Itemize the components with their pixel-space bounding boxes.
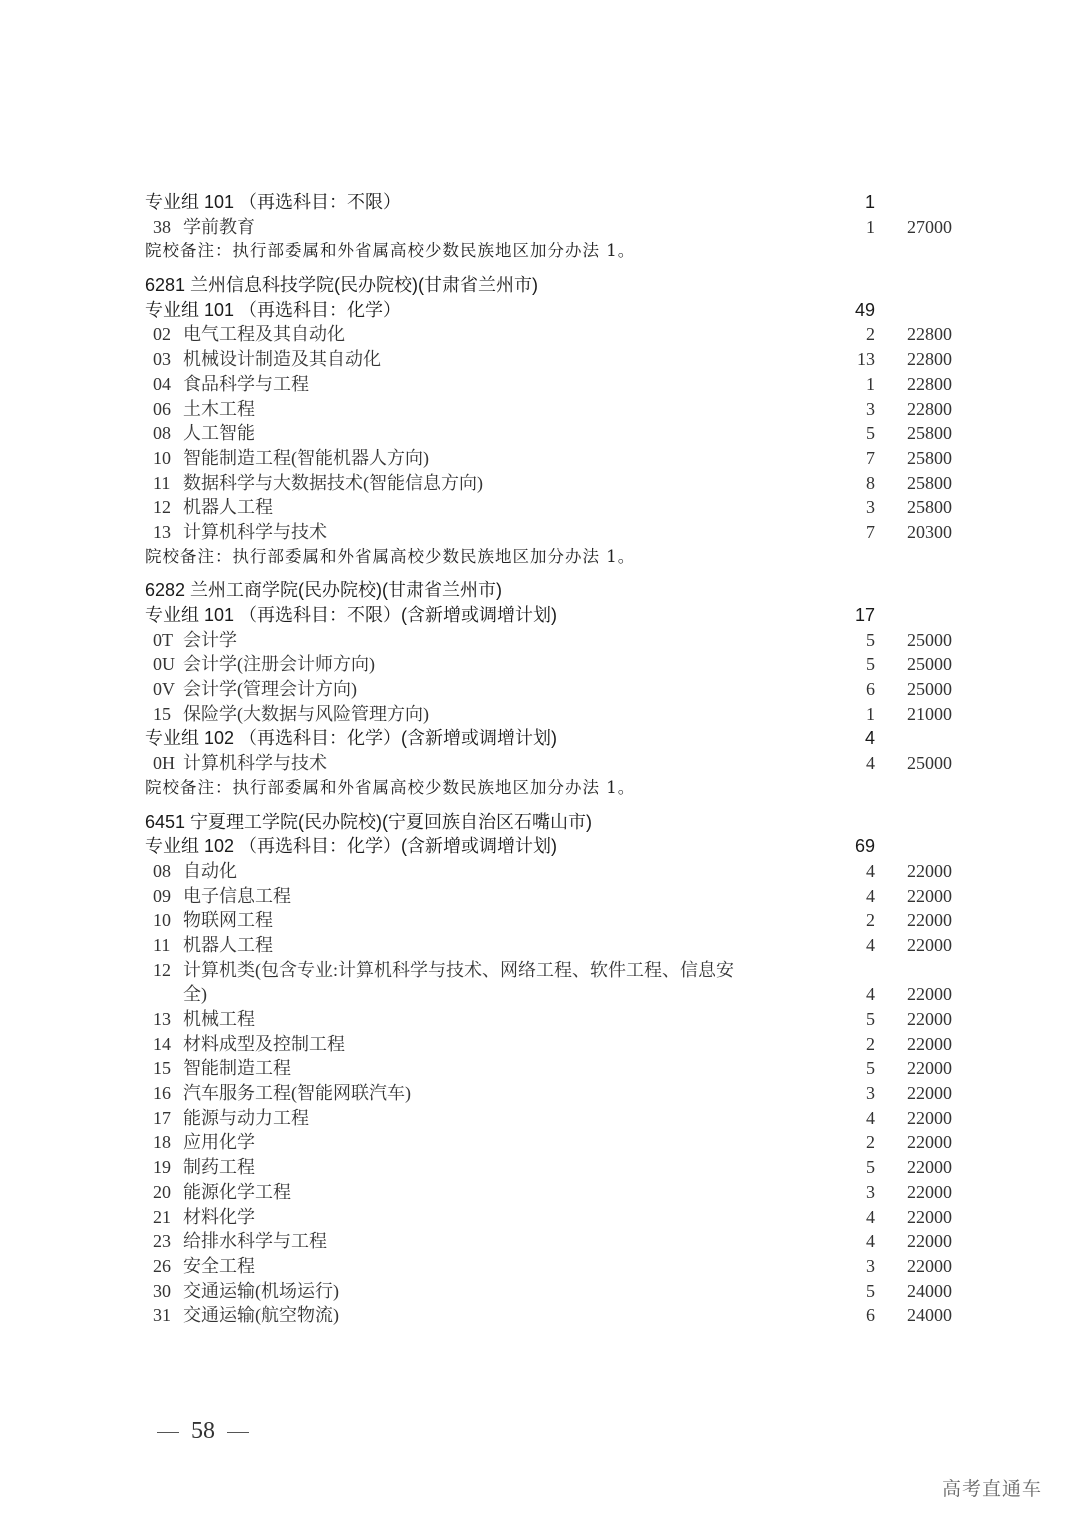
major-fee: 25000 xyxy=(907,753,952,774)
major-code: 0U xyxy=(153,654,175,675)
major-name: 电子信息工程 xyxy=(183,885,291,906)
major-row xyxy=(145,446,1005,471)
major-row xyxy=(145,372,1005,397)
major-fee: 25800 xyxy=(907,423,952,444)
major-name: 土木工程 xyxy=(183,398,255,419)
major-code: 20 xyxy=(153,1181,171,1202)
major-name-continuation: 全) xyxy=(183,984,207,1005)
major-fee: 22000 xyxy=(907,885,952,906)
major-code: 09 xyxy=(153,885,171,906)
major-name: 计算机类(包含专业:计算机科学与技术、网络工程、软件工程、信息安 xyxy=(183,959,734,980)
major-name: 制药工程 xyxy=(183,1157,255,1178)
major-name: 应用化学 xyxy=(183,1132,255,1153)
continuation-block xyxy=(145,190,1005,264)
major-count: 7 xyxy=(866,447,875,468)
major-row xyxy=(145,1155,1005,1180)
major-count: 3 xyxy=(866,1083,875,1104)
major-fee: 25000 xyxy=(907,629,952,650)
major-fee: 22000 xyxy=(907,1231,952,1252)
major-row xyxy=(145,884,1005,909)
dash-right xyxy=(227,1432,249,1433)
school-block-6451 xyxy=(145,810,1005,1328)
major-code: 15 xyxy=(153,703,171,724)
major-count: 4 xyxy=(866,1107,875,1128)
major-code: 03 xyxy=(153,349,171,370)
major-row xyxy=(145,1032,1005,1057)
major-group-header xyxy=(145,603,1005,628)
major-code: 10 xyxy=(153,447,171,468)
major-fee: 22000 xyxy=(907,1255,952,1276)
major-code: 02 xyxy=(153,324,171,345)
major-code: 11 xyxy=(153,934,171,955)
major-fee: 22000 xyxy=(907,1083,952,1104)
group-label: 专业组 101 （再选科目：不限）(含新增或调增计划) xyxy=(145,605,558,625)
major-fee: 22800 xyxy=(907,349,952,370)
major-count: 4 xyxy=(866,1231,875,1252)
major-fee: 22800 xyxy=(907,324,952,345)
major-fee: 22000 xyxy=(907,984,952,1005)
major-name: 食品科学与工程 xyxy=(183,373,309,394)
school-block-6282 xyxy=(145,578,1005,800)
major-code: 12 xyxy=(153,959,171,980)
major-count: 1 xyxy=(866,703,875,724)
major-row xyxy=(145,495,1005,520)
major-code: 23 xyxy=(153,1231,171,1252)
major-row xyxy=(145,859,1005,884)
major-count: 3 xyxy=(866,1255,875,1276)
school-note: 院校备注：执行部委属和外省属高校少数民族地区加分办法 1。 xyxy=(145,241,636,261)
major-count: 2 xyxy=(866,1132,875,1153)
major-row-continuation xyxy=(145,982,1005,1007)
major-group-header xyxy=(145,726,1005,751)
major-fee: 22000 xyxy=(907,1009,952,1029)
major-fee: 22000 xyxy=(907,1033,952,1054)
major-row xyxy=(145,1303,1005,1328)
school-header: 6282 兰州工商学院(民办院校)(甘肃省兰州市) xyxy=(145,580,503,601)
group-count: 17 xyxy=(854,605,875,625)
major-fee: 22800 xyxy=(907,398,952,419)
major-code: 08 xyxy=(153,423,171,444)
major-row xyxy=(145,1254,1005,1279)
school-note: 院校备注：执行部委属和外省属高校少数民族地区加分办法 1。 xyxy=(145,546,636,566)
major-fee: 22800 xyxy=(907,373,952,394)
major-count: 5 xyxy=(866,654,875,675)
major-name: 交通运输(航空物流) xyxy=(183,1305,339,1326)
major-count: 5 xyxy=(866,423,875,444)
major-count: 3 xyxy=(866,398,875,419)
major-count: 4 xyxy=(866,753,875,774)
major-count: 4 xyxy=(866,934,875,955)
major-row xyxy=(145,1130,1005,1155)
school-header: 6451 宁夏理工学院(民办院校)(宁夏回族自治区石嘴山市) xyxy=(145,811,593,832)
major-code: 17 xyxy=(153,1107,171,1128)
major-fee: 21000 xyxy=(907,703,952,724)
major-fee: 22000 xyxy=(907,1157,952,1178)
group-count: 49 xyxy=(854,299,875,320)
major-row xyxy=(145,1229,1005,1254)
major-count: 5 xyxy=(866,629,875,650)
major-code: 0V xyxy=(153,679,175,700)
major-name: 电气工程及其自动化 xyxy=(183,324,345,345)
major-fee: 24000 xyxy=(907,1280,952,1301)
major-count: 4 xyxy=(866,885,875,906)
major-code: 12 xyxy=(153,497,171,518)
major-code: 10 xyxy=(153,910,171,931)
major-fee: 22000 xyxy=(907,1058,952,1079)
major-code: 16 xyxy=(153,1083,171,1104)
major-row xyxy=(145,215,1005,240)
major-fee: 22000 xyxy=(907,860,952,881)
major-code: 21 xyxy=(153,1206,171,1227)
major-row xyxy=(145,1081,1005,1106)
major-name: 物联网工程 xyxy=(183,910,273,931)
major-row xyxy=(145,1205,1005,1230)
major-row xyxy=(145,933,1005,958)
major-name: 会计学(注册会计师方向) xyxy=(183,654,375,675)
major-name: 计算机科学与技术 xyxy=(183,753,327,774)
major-fee: 22000 xyxy=(907,1181,952,1202)
major-name: 智能制造工程 xyxy=(183,1058,291,1079)
major-name: 智能制造工程(智能机器人方向) xyxy=(183,447,429,468)
major-row-wrapped xyxy=(145,958,1005,983)
major-row xyxy=(145,520,1005,545)
major-name: 交通运输(机场运行) xyxy=(183,1280,339,1301)
major-fee: 22000 xyxy=(907,910,952,931)
major-count: 1 xyxy=(866,373,875,394)
major-name: 安全工程 xyxy=(183,1255,255,1276)
school-block-6281 xyxy=(145,273,1005,569)
major-fee: 27000 xyxy=(907,216,952,237)
major-name: 保险学(大数据与风险管理方向) xyxy=(183,703,429,724)
major-row xyxy=(145,322,1005,347)
group-label: 专业组 101 （再选科目：化学） xyxy=(145,299,402,320)
major-name: 自动化 xyxy=(183,860,237,881)
major-fee: 22000 xyxy=(907,1132,952,1153)
major-row xyxy=(145,702,1005,727)
major-count: 2 xyxy=(866,910,875,931)
major-count: 13 xyxy=(857,349,875,370)
major-fee: 22000 xyxy=(907,1107,952,1128)
major-code: 0H xyxy=(153,753,175,774)
group-count: 1 xyxy=(864,192,875,212)
group-label: 专业组 101 （再选科目：不限） xyxy=(145,192,402,212)
major-name: 机械工程 xyxy=(183,1009,255,1029)
major-fee: 22000 xyxy=(907,934,952,955)
page-number xyxy=(145,1418,261,1445)
major-row xyxy=(145,751,1005,776)
major-fee: 25800 xyxy=(907,497,952,518)
group-label: 专业组 102 （再选科目：化学）(含新增或调增计划) xyxy=(145,836,558,857)
group-count: 4 xyxy=(864,728,875,749)
major-row xyxy=(145,628,1005,653)
major-name: 计算机科学与技术 xyxy=(183,521,327,542)
major-name: 人工智能 xyxy=(183,423,255,444)
major-count: 5 xyxy=(866,1058,875,1079)
major-group-header xyxy=(145,298,1005,323)
major-code: 0T xyxy=(153,629,173,650)
major-fee: 25000 xyxy=(907,679,952,700)
major-name: 能源化学工程 xyxy=(183,1181,291,1202)
page-number-text: 58 xyxy=(191,1418,215,1444)
major-row xyxy=(145,1007,1005,1032)
major-count: 7 xyxy=(866,521,875,542)
major-name: 机械设计制造及其自动化 xyxy=(183,349,381,370)
dash-left xyxy=(157,1432,179,1433)
major-code: 26 xyxy=(153,1255,171,1276)
major-name: 会计学(管理会计方向) xyxy=(183,679,357,700)
major-fee: 25800 xyxy=(907,472,952,493)
major-count: 1 xyxy=(866,216,875,237)
major-fee: 25800 xyxy=(907,447,952,468)
major-count: 6 xyxy=(866,1305,875,1326)
major-code: 13 xyxy=(153,521,171,542)
major-name: 能源与动力工程 xyxy=(183,1107,309,1128)
major-count: 8 xyxy=(866,472,875,493)
major-count: 6 xyxy=(866,679,875,700)
major-code: 13 xyxy=(153,1009,171,1029)
major-row xyxy=(145,1279,1005,1304)
major-name: 机器人工程 xyxy=(183,497,273,518)
major-name: 数据科学与大数据技术(智能信息方向) xyxy=(183,472,483,493)
major-row xyxy=(145,421,1005,446)
major-code: 11 xyxy=(153,472,171,493)
major-count: 4 xyxy=(866,860,875,881)
major-name: 学前教育 xyxy=(183,216,255,237)
major-code: 38 xyxy=(153,216,171,237)
major-row xyxy=(145,1180,1005,1205)
admission-plan-table xyxy=(145,190,1005,1328)
major-group-header xyxy=(145,190,1005,215)
major-row xyxy=(145,397,1005,422)
major-row xyxy=(145,1056,1005,1081)
major-row xyxy=(145,1106,1005,1131)
major-code: 04 xyxy=(153,373,171,394)
major-name: 机器人工程 xyxy=(183,934,273,955)
major-count: 4 xyxy=(866,984,875,1005)
major-row xyxy=(145,347,1005,372)
major-count: 3 xyxy=(866,1181,875,1202)
major-code: 31 xyxy=(153,1305,171,1326)
major-row xyxy=(145,652,1005,677)
major-code: 06 xyxy=(153,398,171,419)
major-fee: 20300 xyxy=(907,521,952,542)
major-count: 2 xyxy=(866,324,875,345)
major-count: 2 xyxy=(866,1033,875,1054)
major-row xyxy=(145,471,1005,496)
watermark: 高考直通车 xyxy=(942,1478,1043,1500)
school-header: 6281 兰州信息科技学院(民办院校)(甘肃省兰州市) xyxy=(145,275,539,296)
major-fee: 24000 xyxy=(907,1305,952,1326)
group-count: 69 xyxy=(854,836,875,857)
major-fee: 25000 xyxy=(907,654,952,675)
major-code: 30 xyxy=(153,1280,171,1301)
major-code: 18 xyxy=(153,1132,171,1153)
group-label: 专业组 102 （再选科目：化学）(含新增或调增计划) xyxy=(145,728,558,749)
major-code: 08 xyxy=(153,860,171,881)
major-code: 19 xyxy=(153,1157,171,1178)
major-fee: 22000 xyxy=(907,1206,952,1227)
major-name: 汽车服务工程(智能网联汽车) xyxy=(183,1083,411,1104)
major-group-header xyxy=(145,834,1005,859)
major-name: 给排水科学与工程 xyxy=(183,1231,327,1252)
major-name: 材料化学 xyxy=(183,1206,255,1227)
major-name: 会计学 xyxy=(183,629,237,650)
major-row xyxy=(145,908,1005,933)
major-count: 5 xyxy=(866,1280,875,1301)
major-count: 5 xyxy=(866,1009,875,1029)
major-code: 14 xyxy=(153,1033,171,1054)
major-count: 4 xyxy=(866,1206,875,1227)
major-count: 5 xyxy=(866,1157,875,1178)
major-count: 3 xyxy=(866,497,875,518)
school-note: 院校备注：执行部委属和外省属高校少数民族地区加分办法 1。 xyxy=(145,777,636,797)
major-row xyxy=(145,677,1005,702)
major-name: 材料成型及控制工程 xyxy=(183,1033,345,1054)
major-code: 15 xyxy=(153,1058,171,1079)
